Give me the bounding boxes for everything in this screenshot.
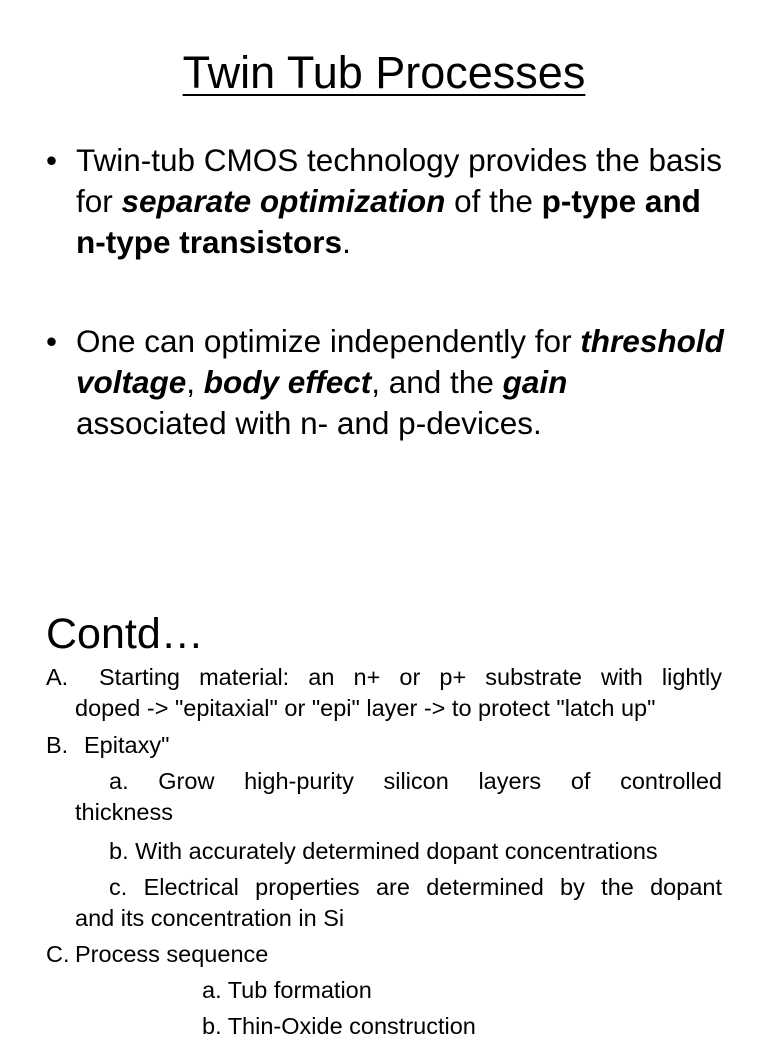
- slide-contd: [0, 600, 768, 1039]
- list-item-text: Epitaxy": [84, 732, 170, 758]
- bullet-marker: •: [46, 142, 58, 178]
- slide-title: Twin Tub Processes: [182, 47, 586, 98]
- list-marker: C.: [46, 941, 70, 967]
- bullet-text-part: , and the: [371, 364, 503, 400]
- bullet-text-part: .: [342, 224, 351, 260]
- bullet-text: [76, 321, 726, 444]
- sublist-line: b. Thin-Oxide construction: [202, 1013, 476, 1039]
- list-marker: B.: [46, 732, 69, 758]
- bullet-text-part: Twin-tub CMOS technology provides the basis for: [76, 142, 723, 219]
- bullet-marker: •: [46, 323, 58, 359]
- bullet-text-part: of the: [445, 183, 542, 219]
- sublist-line: and its concentration in Si: [75, 905, 345, 931]
- sublist-item-grow-silicon: [75, 766, 722, 828]
- bullet-text-part: One can optimize independently for: [76, 323, 581, 359]
- emphasis-threshold-voltage: threshold voltage: [76, 323, 724, 400]
- emphasis-body-effect: body effect: [203, 364, 372, 400]
- sublist-line: a. Tub formation: [202, 977, 372, 1003]
- emphasis-transistor-types: p-type and n-type transistors: [76, 183, 701, 260]
- bullet-item-optimize-independently: [46, 321, 726, 444]
- sublist-item-tub-formation: [202, 975, 722, 1006]
- sublist-item-thin-oxide: [202, 1011, 722, 1042]
- list-item-line: Starting material: an n+ or p+ substrate with lightly: [99, 664, 722, 690]
- list-item-line: doped -> "epitaxial" or "epi" layer -> to protect "latch up": [75, 695, 656, 721]
- sublist-line: a. Grow high-purity silicon layers of controlled: [109, 768, 722, 794]
- bullet-item-separate-optimization: [46, 140, 726, 263]
- list-item-text: Process sequence: [75, 941, 269, 967]
- sublist-item-electrical-properties: [75, 872, 722, 934]
- emphasis-gain: gain: [502, 364, 568, 400]
- list-item-epitaxy: [46, 730, 722, 761]
- bullet-text-part: associated with n- and p-devices.: [76, 405, 542, 441]
- sublist-item-dopant-concentrations: [75, 836, 722, 867]
- sublist-line: thickness: [75, 799, 173, 825]
- slide-heading: Contd…: [46, 610, 204, 658]
- list-marker: A.: [46, 664, 69, 690]
- sublist-line: c. Electrical properties are determined by the dopant: [109, 874, 722, 900]
- list-item-starting-material: [46, 662, 722, 724]
- emphasis-separate-optimization: separate optimization: [121, 183, 446, 219]
- sublist-line: b. With accurately determined dopant concentrations: [109, 838, 658, 864]
- bullet-text-part: ,: [186, 364, 204, 400]
- list-item-text: [75, 662, 722, 724]
- list-item-process-sequence: [46, 939, 722, 970]
- bullet-text: [76, 140, 726, 263]
